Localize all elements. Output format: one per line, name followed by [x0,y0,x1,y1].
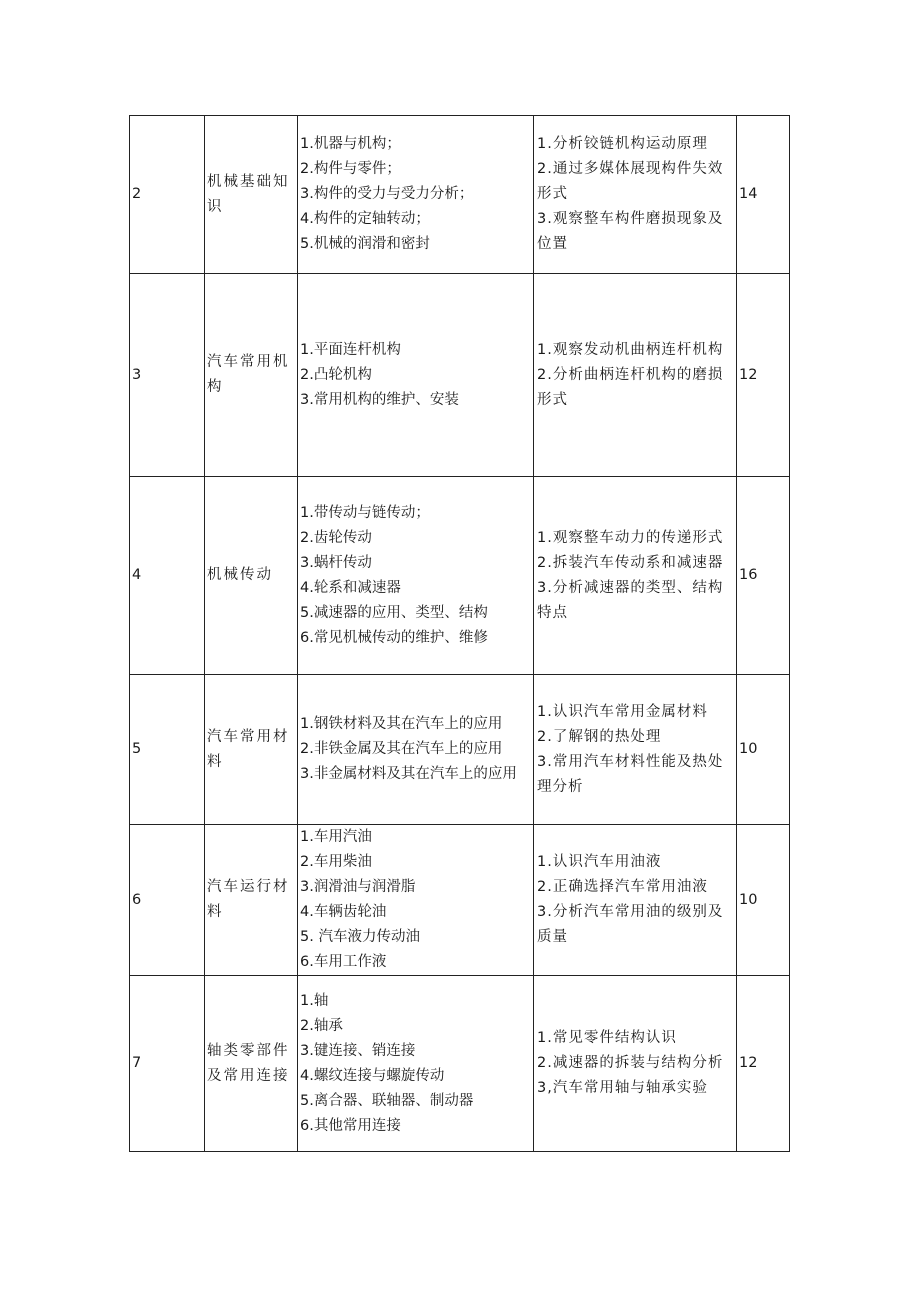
content-item: 2.车用柴油 [300,854,372,870]
content-item: 5.离合器、联轴器、制动器 [300,1092,474,1109]
content-item: 2.凸轮机构 [300,366,372,383]
module-content [298,825,534,976]
content-item: 1.车用汽油 [300,829,372,845]
row-number: 6 [130,825,205,976]
practice-item: 1.观察发动机曲柄连杆机构 [537,341,724,358]
row-number: 4 [130,477,205,675]
module-content [298,274,534,477]
class-hours: 12 [737,274,790,477]
module-name: 轴类零部件及常用连接 [205,976,298,1152]
content-item: 2.非铁金属及其在汽车上的应用 [300,741,503,757]
practice-activities [534,274,737,477]
content-item: 6.常见机械传动的维护、维修 [300,629,488,646]
module-name: 机械传动 [205,477,298,675]
content-item: 5. 汽车液力传动油 [300,929,420,945]
content-item: 5.减速器的应用、类型、结构 [300,604,488,621]
practice-item: 1.认识汽车常用金属材料 [537,703,708,720]
content-item: 1.带传动与链传动； [300,504,430,521]
content-item: 4.轮系和减速器 [300,579,401,596]
content-item: 3.键连接、销连接 [300,1042,416,1059]
content-item: 6.其他常用连接 [300,1117,401,1134]
content-item: 3.润滑油与润滑脂 [300,879,416,895]
practice-item: 2.拆装汽车传动系和减速器 [537,554,724,571]
practice-item: 1.分析铰链机构运动原理 [537,136,708,152]
practice-item: 1.认识汽车用油液 [537,854,662,870]
content-item: 4.构件的定轴转动； [300,211,430,227]
module-content [298,477,534,675]
table-row [130,477,790,675]
row-number: 3 [130,274,205,477]
course-table-body [130,116,790,1152]
content-item: 1.平面连杆机构 [300,341,401,358]
class-hours: 10 [737,825,790,976]
practice-activities [534,675,737,825]
content-item: 3.非金属材料及其在汽车上的应用 [300,766,517,782]
module-content [298,976,534,1152]
practice-activities [534,976,737,1152]
class-hours: 14 [737,116,790,274]
practice-activities [534,825,737,976]
content-item: 5.机械的润滑和密封 [300,236,430,252]
row-number: 7 [130,976,205,1152]
table-row [130,274,790,477]
practice-item: 3.常用汽车材料性能及热处理分析 [537,753,724,795]
content-item: 3.蜗杆传动 [300,554,372,571]
module-name: 汽车常用机构 [205,274,298,477]
module-content [298,675,534,825]
practice-item: 1.观察整车动力的传递形式 [537,529,724,546]
content-item: 1.钢铁材料及其在汽车上的应用 [300,716,503,732]
practice-item: 3.分析汽车常用油的级别及质量 [537,904,724,945]
practice-item: 3.分析减速器的类型、结构特点 [537,579,724,621]
table-row [130,825,790,976]
content-item: 4.车辆齿轮油 [300,904,387,920]
content-item: 2.齿轮传动 [300,529,372,546]
content-item: 6.车用工作液 [300,954,387,970]
practice-item: 2.了解钢的热处理 [537,728,662,745]
course-table [129,115,790,1152]
table-row [130,116,790,274]
table-row [130,675,790,825]
practice-item: 3,汽车常用轴与轴承实验 [537,1080,708,1096]
module-content [298,116,534,274]
module-name: 汽车常用材料 [205,675,298,825]
practice-item: 2.减速器的拆装与结构分析 [537,1055,724,1071]
class-hours: 16 [737,477,790,675]
content-item: 3.常用机构的维护、安装 [300,391,459,408]
practice-item: 1.常见零件结构认识 [537,1030,677,1046]
practice-item: 2.通过多媒体展现构件失效形式 [537,161,724,202]
module-name: 汽车运行材料 [205,825,298,976]
table-row [130,976,790,1152]
row-number: 2 [130,116,205,274]
content-item: 1.机器与机构； [300,136,401,152]
practice-item: 3.观察整车构件磨损现象及位置 [537,211,724,252]
practice-activities [534,116,737,274]
module-name: 机械基础知识 [205,116,298,274]
content-item: 2.轴承 [300,1017,343,1034]
class-hours: 12 [737,976,790,1152]
class-hours: 10 [737,675,790,825]
content-item: 2.构件与零件； [300,161,401,177]
content-item: 3.构件的受力与受力分析； [300,186,474,202]
practice-item: 2.分析曲柄连杆机构的磨损形式 [537,366,724,408]
row-number: 5 [130,675,205,825]
content-item: 1.轴 [300,992,329,1009]
content-item: 4.螺纹连接与螺旋传动 [300,1067,445,1084]
practice-item: 2.正确选择汽车常用油液 [537,879,708,895]
practice-activities [534,477,737,675]
